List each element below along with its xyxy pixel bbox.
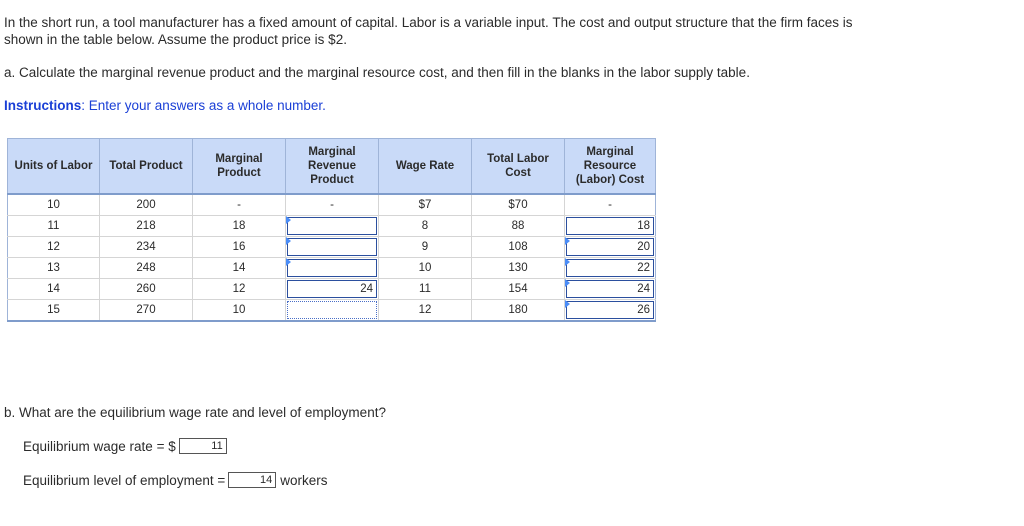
mrp-cell: - — [286, 194, 379, 216]
mrp-input[interactable] — [287, 238, 377, 256]
equilibrium-employment-label: Equilibrium level of employment = — [23, 472, 226, 488]
total-product-cell: 248 — [100, 258, 193, 279]
table-row — [8, 300, 656, 322]
units-cell: 12 — [8, 237, 100, 258]
mrc-input[interactable]: 20 — [566, 238, 654, 256]
mrp-input-cell — [286, 237, 379, 258]
mrp-input-cell — [286, 300, 379, 322]
marginal-product-cell: - — [193, 194, 286, 216]
total-product-cell: 218 — [100, 216, 193, 237]
wage-rate-cell: 12 — [379, 300, 472, 322]
header-marginal-product: Marginal Product — [193, 139, 286, 195]
wage-rate-cell: 10 — [379, 258, 472, 279]
answer-flag-icon — [286, 258, 291, 266]
total-labor-cost-cell: 88 — [472, 216, 565, 237]
total-product-cell: 200 — [100, 194, 193, 216]
part-a-question: a. Calculate the marginal revenue product and the marginal resource cost, and then fill in the blanks in the labor supply table. — [4, 65, 750, 80]
header-total-product: Total Product — [100, 139, 193, 195]
equilibrium-employment-input[interactable]: 14 — [228, 472, 276, 488]
mrc-input-cell — [565, 258, 656, 279]
total-labor-cost-cell: 154 — [472, 279, 565, 300]
answer-flag-icon — [565, 258, 570, 266]
answer-flag-icon — [286, 237, 291, 245]
marginal-product-cell: 12 — [193, 279, 286, 300]
total-labor-cost-cell: $70 — [472, 194, 565, 216]
units-cell: 15 — [8, 300, 100, 322]
mrc-input[interactable]: 24 — [566, 280, 654, 298]
marginal-product-cell: 14 — [193, 258, 286, 279]
mrc-input-cell — [565, 279, 656, 300]
equilibrium-employment-line — [23, 472, 327, 488]
units-cell: 10 — [8, 194, 100, 216]
header-total-labor-cost: Total Labor Cost — [472, 139, 565, 195]
mrc-input[interactable]: 18 — [566, 217, 654, 235]
mrc-input[interactable]: 22 — [566, 259, 654, 277]
mrc-input[interactable]: 26 — [566, 301, 654, 319]
mrp-input-cell — [286, 279, 379, 300]
mrp-input-cell — [286, 258, 379, 279]
units-cell: 13 — [8, 258, 100, 279]
marginal-product-cell: 18 — [193, 216, 286, 237]
header-units-of-labor: Units of Labor — [8, 139, 100, 195]
mrc-input-cell — [565, 237, 656, 258]
mrp-input-focused[interactable] — [287, 301, 377, 319]
mrc-input-cell — [565, 300, 656, 322]
answer-flag-icon — [565, 237, 570, 245]
wage-rate-cell: $7 — [379, 194, 472, 216]
table-header-row — [8, 139, 656, 195]
employment-unit: workers — [280, 472, 328, 488]
instructions-label: Instructions — [4, 98, 82, 113]
instructions-text: : Enter your answers as a whole number. — [81, 98, 326, 113]
mrp-input[interactable]: 24 — [287, 280, 377, 298]
answer-flag-icon — [286, 216, 291, 224]
mrc-cell: - — [565, 194, 656, 216]
header-marginal-resource-cost: Marginal Resource (Labor) Cost — [565, 139, 656, 195]
wage-rate-cell: 9 — [379, 237, 472, 258]
part-b-question: b. What are the equilibrium wage rate and level of employment? — [4, 405, 386, 420]
answer-flag-icon — [565, 300, 570, 308]
intro-text: In the short run, a tool manufacturer has a fixed amount of capital. Labor is a variable input. The cost and output structure that the firm faces is shown in the table below. Assume the product price is $2. — [4, 15, 853, 47]
mrp-input[interactable] — [287, 259, 377, 277]
table-row — [8, 258, 656, 279]
units-cell: 14 — [8, 279, 100, 300]
mrp-input-cell — [286, 216, 379, 237]
total-labor-cost-cell: 108 — [472, 237, 565, 258]
instructions — [4, 97, 326, 114]
header-wage-rate: Wage Rate — [379, 139, 472, 195]
table-row — [8, 194, 656, 216]
total-product-cell: 260 — [100, 279, 193, 300]
marginal-product-cell: 10 — [193, 300, 286, 322]
mrc-input-cell — [565, 216, 656, 237]
equilibrium-wage-line — [23, 438, 227, 454]
wage-rate-cell: 11 — [379, 279, 472, 300]
total-labor-cost-cell: 130 — [472, 258, 565, 279]
total-labor-cost-cell: 180 — [472, 300, 565, 322]
marginal-product-cell: 16 — [193, 237, 286, 258]
units-cell: 11 — [8, 216, 100, 237]
labor-table — [7, 138, 656, 322]
header-marginal-revenue-product: Marginal Revenue Product — [286, 139, 379, 195]
table-row — [8, 279, 656, 300]
mrp-input[interactable] — [287, 217, 377, 235]
equilibrium-wage-input[interactable]: 11 — [179, 438, 227, 454]
answer-flag-icon — [565, 279, 570, 287]
total-product-cell: 270 — [100, 300, 193, 322]
equilibrium-wage-label: Equilibrium wage rate = $ — [23, 438, 176, 454]
total-product-cell: 234 — [100, 237, 193, 258]
table-row — [8, 237, 656, 258]
wage-rate-cell: 8 — [379, 216, 472, 237]
table-row — [8, 216, 656, 237]
